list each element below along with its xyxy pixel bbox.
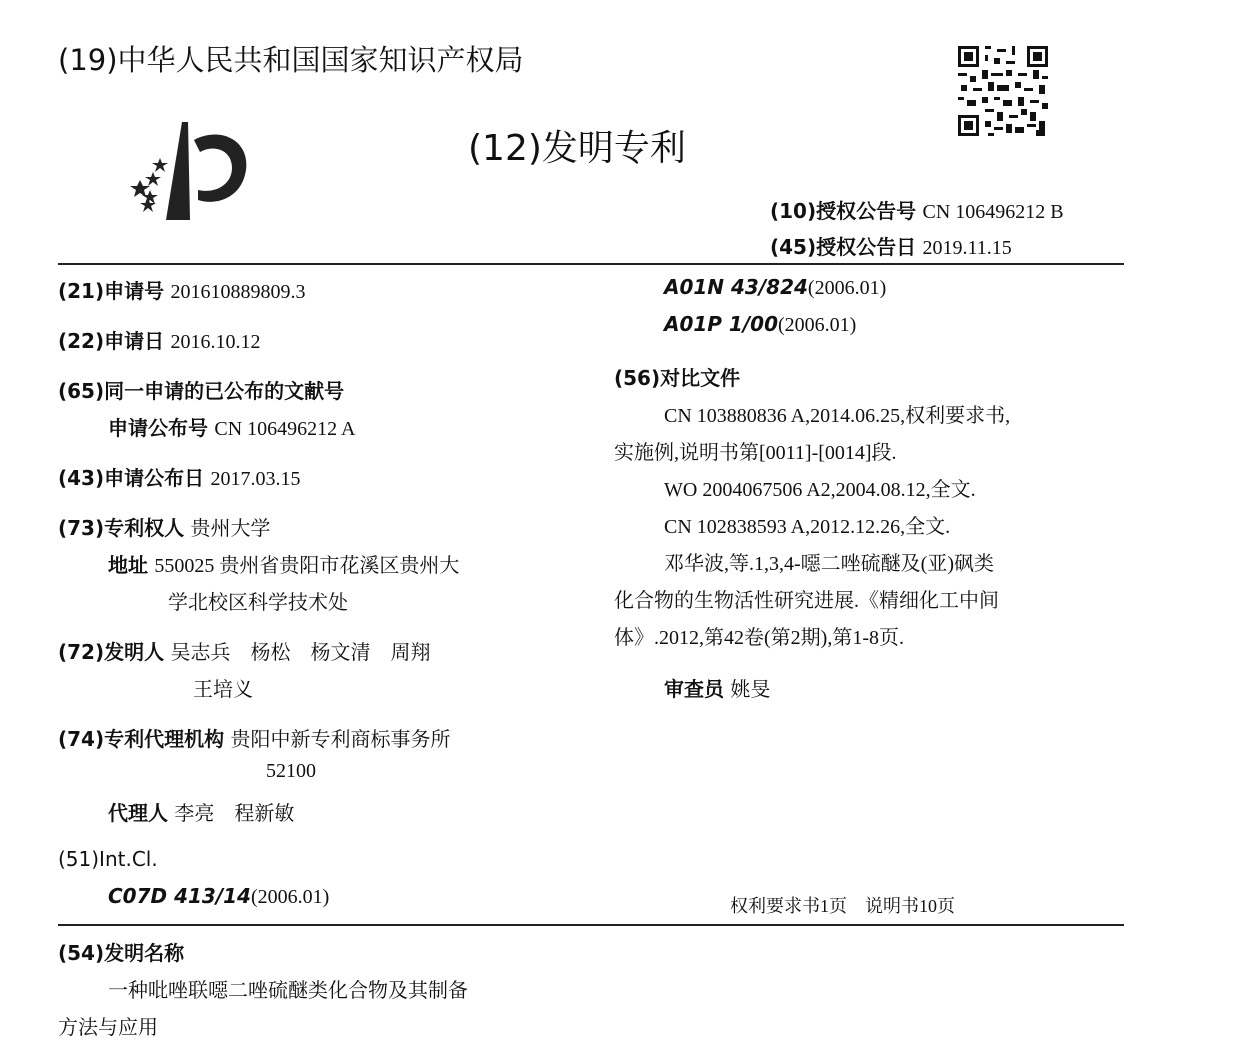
grant-date-value: 2019.11.15 bbox=[922, 237, 1012, 259]
pub-no-value: CN 106496212 A bbox=[214, 418, 356, 440]
pub-date-label: (43)申请公布日 bbox=[58, 466, 205, 490]
agency-line-1: 贵阳中新专利商标事务所 bbox=[230, 729, 451, 751]
published-doc-heading: (65)同一申请的已公布的文献号 bbox=[58, 379, 345, 403]
examiner bbox=[664, 673, 770, 702]
invention-title-line-1: 一种吡唑联噁二唑硫醚类化合物及其制备 bbox=[108, 980, 468, 1002]
reference-1-line-1: CN 103880836 A,2014.06.25,权利要求书, bbox=[664, 405, 1011, 427]
int-cl-version: (2006.01) bbox=[250, 886, 330, 908]
patent-agency bbox=[58, 723, 450, 752]
reference-4-line-2: 化合物的生物活性研究进展.《精细化工中间 bbox=[614, 590, 999, 612]
reference-1-line-2: 实施例,说明书第[0011]-[0014]段. bbox=[614, 442, 897, 464]
publication-date bbox=[58, 462, 300, 491]
address-line-2: 学北校区科学技术处 bbox=[168, 592, 348, 614]
application-date bbox=[58, 325, 260, 354]
address-label: 地址 bbox=[108, 553, 148, 577]
pub-date-value: 2017.03.15 bbox=[210, 468, 301, 490]
agency-line-2: 52100 bbox=[266, 760, 316, 782]
ipc2-code: A01P 1/00 bbox=[664, 312, 778, 336]
app-no-value: 201610889809.3 bbox=[170, 281, 306, 303]
patentee-label: (73)专利权人 bbox=[58, 516, 185, 540]
cnipa-logo-icon bbox=[120, 120, 255, 225]
examiner-label: 审查员 bbox=[664, 677, 724, 701]
office-name: (19)中华人民共和国国家知识产权局 bbox=[58, 43, 524, 77]
address bbox=[108, 549, 459, 578]
ipc-entry-1 bbox=[664, 275, 886, 300]
top-divider bbox=[58, 263, 1124, 265]
reference-4-line-3: 体》.2012,第42卷(第2期),第1-8页. bbox=[614, 627, 904, 649]
ipc1-code: A01N 43/824 bbox=[664, 275, 808, 299]
reference-2: WO 2004067506 A2,2004.08.12,全文. bbox=[664, 479, 976, 501]
ipc1-version: (2006.01) bbox=[807, 277, 887, 299]
grant-number-label: (10)授权公告号 bbox=[770, 199, 917, 223]
agent-value: 李亮 程新敏 bbox=[174, 803, 295, 825]
app-no-label: (21)申请号 bbox=[58, 279, 165, 303]
examiner-value: 姚旻 bbox=[730, 679, 771, 701]
agent-label: 代理人 bbox=[108, 801, 168, 825]
publication-number bbox=[108, 412, 355, 441]
invention-title-label: (54)发明名称 bbox=[58, 941, 185, 965]
references-heading: (56)对比文件 bbox=[614, 366, 741, 390]
int-cl-code: C07D 413/14 bbox=[108, 884, 251, 908]
qr-code-icon bbox=[958, 46, 1048, 136]
inventors bbox=[58, 636, 430, 665]
agent bbox=[108, 797, 294, 826]
invention-title-line-2: 方法与应用 bbox=[58, 1017, 158, 1039]
application-number bbox=[58, 275, 305, 304]
page-count-note: 权利要求书1页 说明书10页 bbox=[730, 896, 955, 916]
grant-date bbox=[770, 231, 1012, 260]
app-date-value: 2016.10.12 bbox=[170, 331, 261, 353]
app-date-label: (22)申请日 bbox=[58, 329, 165, 353]
inventors-line-2: 王培义 bbox=[193, 679, 253, 701]
agency-label: (74)专利代理机构 bbox=[58, 727, 225, 751]
int-cl-label: (51)Int.Cl. bbox=[58, 847, 158, 871]
grant-number bbox=[770, 195, 1064, 224]
document-type-title: (12)发明专利 bbox=[468, 128, 686, 169]
reference-3: CN 102838593 A,2012.12.26,全文. bbox=[664, 516, 951, 538]
ipc-entry-2 bbox=[664, 312, 856, 337]
inventors-line-1: 吴志兵 杨松 杨文清 周翔 bbox=[170, 642, 431, 664]
grant-date-label: (45)授权公告日 bbox=[770, 235, 917, 259]
bottom-divider bbox=[58, 924, 1124, 926]
inventors-label: (72)发明人 bbox=[58, 640, 165, 664]
reference-4-line-1: 邓华波,等.1,3,4-噁二唑硫醚及(亚)砜类 bbox=[664, 553, 994, 575]
int-cl-entry bbox=[108, 884, 329, 909]
patentee-value: 贵州大学 bbox=[190, 518, 271, 540]
grant-number-value: CN 106496212 B bbox=[922, 201, 1064, 223]
patentee bbox=[58, 512, 270, 541]
pub-no-label: 申请公布号 bbox=[108, 416, 208, 440]
ipc2-version: (2006.01) bbox=[777, 314, 857, 336]
address-line-1: 550025 贵州省贵阳市花溪区贵州大 bbox=[154, 555, 460, 577]
